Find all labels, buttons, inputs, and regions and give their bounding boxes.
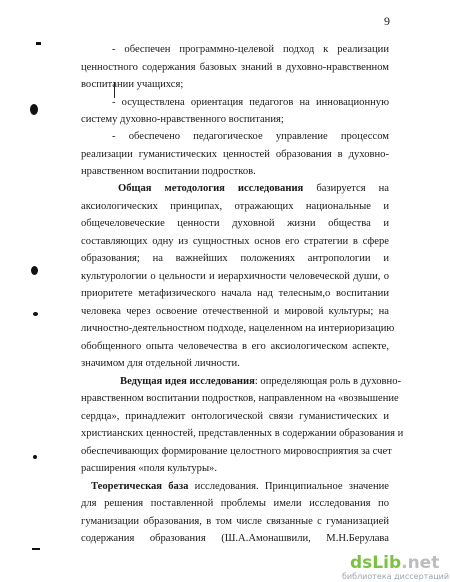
- watermark-caption: библиотека диссертаций: [342, 572, 450, 581]
- scan-artifact: [30, 104, 38, 115]
- text-line: аксиологических принципах, отражающих национальные и: [81, 201, 389, 212]
- text-span: исследования. Принципиальное значение: [188, 481, 389, 492]
- text-line: обеспечивающих формирование целостного мировосприятия за счет: [81, 446, 392, 457]
- logo-tail: .net: [401, 553, 440, 573]
- text-line: гуманизации образования, в том числе связанные с гуманизацией: [81, 516, 389, 527]
- scan-artifact: [32, 548, 40, 550]
- scan-artifact: [36, 42, 41, 45]
- text-line: расширения «поля культуры».: [81, 463, 218, 474]
- text-line: реализации гуманистических ценностей образования в духовно-: [81, 149, 389, 160]
- heading-leading-idea: Ведущая идея исследования: [120, 376, 255, 387]
- heading-methodology: Общая методология исследования: [118, 183, 304, 194]
- text-line: нравственном воспитании подростков, направленном на «возвышение: [81, 393, 399, 404]
- text-line: обобщенного опыта человечества в его аксиологическом аспекте,: [81, 341, 389, 352]
- text-line: - обеспечен программно-целевой подход к реализации: [112, 44, 389, 55]
- scan-artifact: [31, 266, 38, 275]
- text-line: [118, 183, 389, 195]
- text-line: для решения поставленной проблемы имели исследования по: [81, 498, 389, 509]
- text-line: систему духовно-нравственного воспитания;: [81, 114, 284, 125]
- text-line: - осуществлена ориентация педагогов на инновационную: [112, 97, 389, 108]
- scan-artifact: [33, 312, 38, 316]
- text-line: воспитании учащихся;: [81, 79, 184, 90]
- text-line: образования; на важнейших положениях антропологии и: [81, 253, 389, 264]
- text-line: составляющих одну из сущностных основ его стратегии в сфере: [81, 236, 389, 247]
- text-line: [120, 376, 402, 388]
- text-line: [91, 481, 389, 493]
- text-line: личностно-деятельностном подходе, нацеленном на интериоризацию: [81, 323, 395, 334]
- text-line: сердца», принадлежит онтологической связи гуманистических и: [81, 411, 389, 422]
- text-line: - обеспечено педагогическое управление процессом: [112, 131, 389, 142]
- text-line: общечеловеческие ценности духовной жизни общества и: [81, 218, 389, 229]
- text-span: : определяющая роль в духовно-: [254, 376, 402, 387]
- text-span: базируется на: [303, 183, 390, 194]
- text-line: значимом для отдельной личности.: [81, 358, 240, 369]
- text-line: культурологии о цельности и иерархичности человеческой души, о: [81, 271, 389, 282]
- text-line: ценностного содержания базовых знаний в духовно-нравственном: [81, 62, 389, 73]
- text-line: приоритете метафизического начала над телесным,о воспитании: [81, 288, 389, 299]
- heading-theoretical-base: Теоретическая база: [91, 481, 189, 492]
- logo-main: dsLib: [350, 553, 402, 573]
- dslib-watermark: [342, 553, 450, 582]
- dslib-logo: [350, 554, 450, 572]
- text-line: христианских ценностей, представленных в содержании образования и: [81, 428, 404, 439]
- text-line: содержания образования (Ш.А.Амонашвили, М.Н.Берулава: [81, 533, 389, 544]
- page-number: 9: [384, 14, 390, 28]
- scan-artifact: [33, 455, 37, 459]
- text-line: нравственном воспитании подростков.: [81, 166, 256, 177]
- text-line: человека через освоение отечественной и мировой культуры; на: [81, 306, 389, 317]
